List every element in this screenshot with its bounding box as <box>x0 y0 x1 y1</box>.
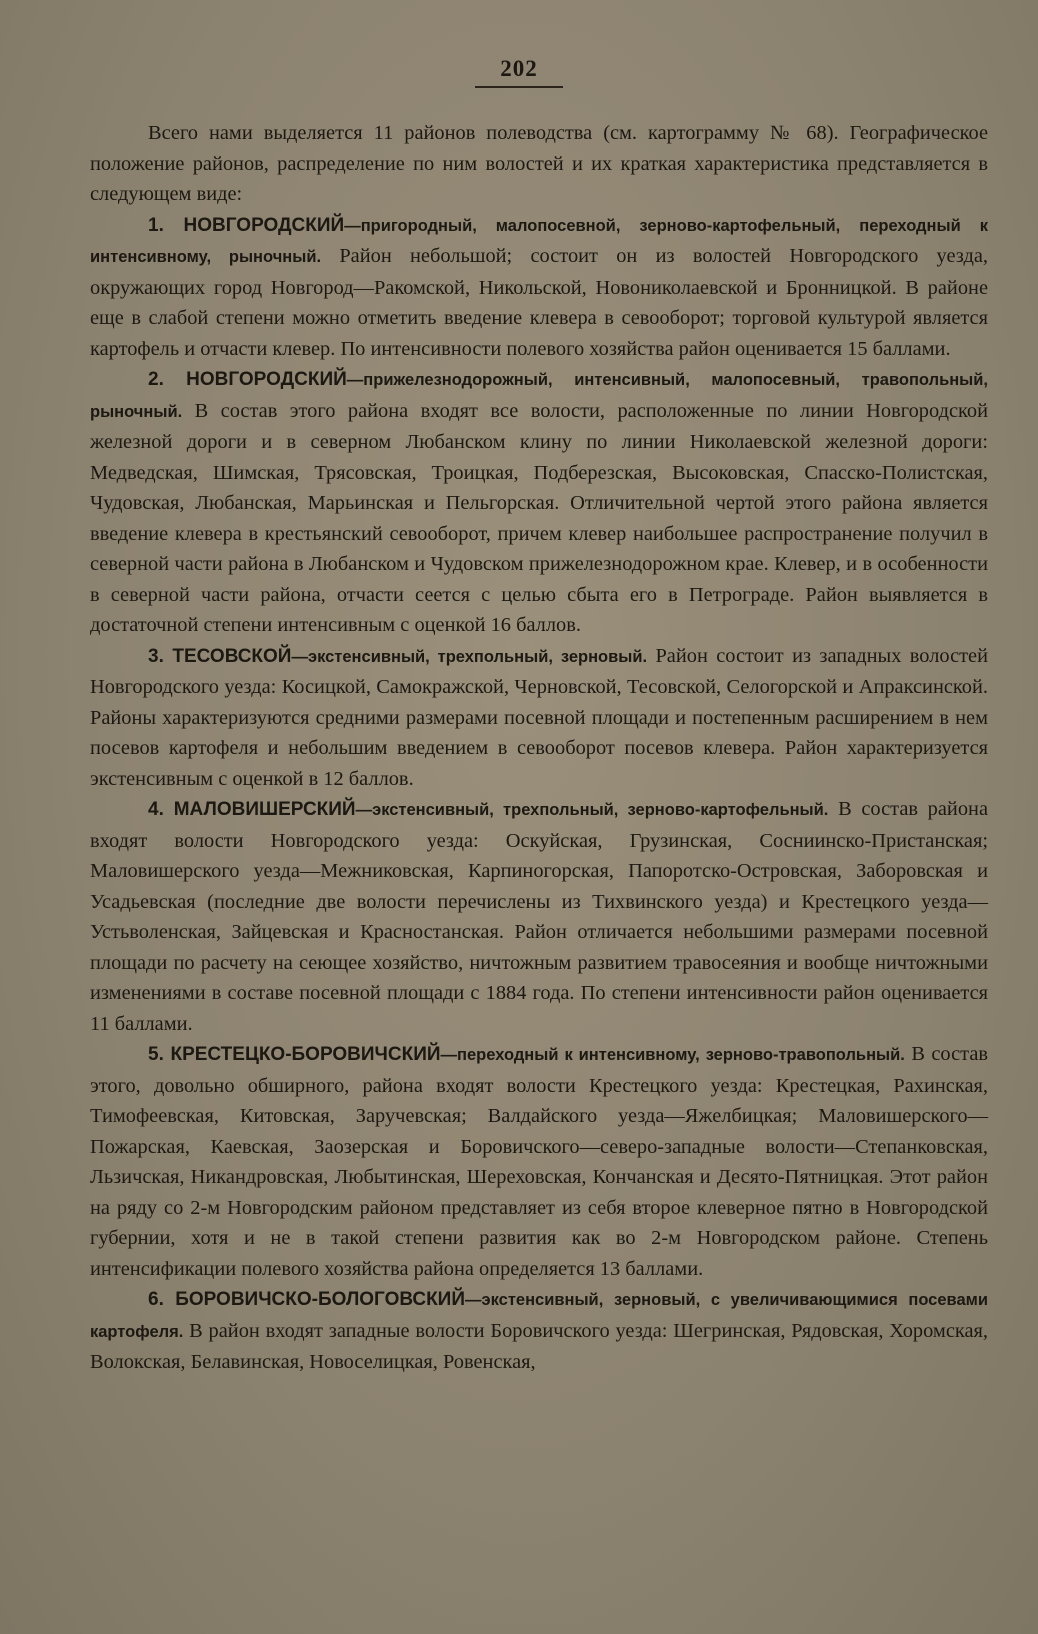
district-description: —экстенсивный, трехпольный, зерново-картофельный. <box>355 801 829 819</box>
district-paragraph-1 <box>90 210 988 365</box>
district-description: —пригородный, малопосевной, зерново-картофельный, переходный к интенсивному, рыночный. <box>90 216 988 266</box>
district-heading: 5. КРЕСТЕЦКО-БОРОВИЧСКИЙ <box>148 1044 441 1065</box>
district-body: В район входят западные волости Боровичского уезда: Шегринская, Рядовская, Хоромская, Волокская, Белавинская, Новоселицкая, Ровенская, <box>90 1319 988 1373</box>
district-paragraph-6 <box>90 1284 988 1378</box>
district-description: —переходный к интенсивному, зерново-травопольный. <box>440 1046 905 1064</box>
district-description: —экстенсивный, трехпольный, зерновый. <box>291 647 648 666</box>
district-paragraph-4 <box>90 794 988 1039</box>
district-heading: 4. МАЛОВИШЕРСКИЙ <box>148 799 356 820</box>
district-paragraph-2 <box>90 364 988 641</box>
district-heading: 3. ТЕСОВСКОЙ <box>148 645 292 667</box>
district-body: В состав района входят волости Новгородского уезда: Оскуйская, Грузинская, Сосниинско-Пристанская; Маловишерского уезда—Межниковская, Карпиногорская, Папоротско-Островская, Заборовская и Усадьевская (последние две волости перечислены из Тихвинского уезда) и Крестецкого уезда—Устьволенская, Зайцевская и Красностанская. Район отличается небольшими размерами посевной площади по расчету на сеющее хозяйство, ничтожным развитием травосеяния и вообще ничтожными изменениями в составе посевной площади с 1884 года. По степени интенсивности район оценивается 11 баллами. <box>90 798 988 1035</box>
district-heading: 6. БОРОВИЧСКО-БОЛОГОВСКИЙ <box>148 1289 465 1310</box>
district-description: —экстенсивный, зерновый, с увеличивающимися посевами картофеля. <box>90 1291 988 1341</box>
district-body: Район небольшой; состоит он из волостей Новгородского уезда, окружающих город Новгород—Ракомской, Никольской, Новониколаевской и Бронницкой. В районе еще в слабой степени можно отметить введение клевера в севооборот; торговой культурой является картофель и отчасти клевер. По интенсивности полевого хозяйства район оценивается 15 баллами. <box>90 245 988 360</box>
district-body: Район состоит из западных волостей Новгородского уезда: Косицкой, Самокражской, Черновской, Тесовской, Селогорской и Апраксинской. Районы характеризуются средними размерами посевной площади и постепенным расширением в нем посевов картофеля и небольшим введением в севооборот посевов клевера. Район характеризуется экстенсивным с оценкой в 12 баллов. <box>90 644 988 790</box>
district-paragraph-3 <box>90 641 988 795</box>
district-body: В состав этого района входят все волости, расположенные по линии Новгородской железной дороги и в северном Любанском клину по линии Николаевской железной дороги: Медведская, Шимская, Трясовская, Троицкая, Подберезская, Высоковская, Спасско-Полистская, Чудовская, Любанская, Марьинская и Пельгорская. Отличительной чертой этого района является введение клевера в крестьянский севооборот, причем клевер наибольшее распространение получил в северной части района в Любанском и Чудовском прижелезнодорожном крае. Клевер, и в особенности в северной части района, отчасти сеется с целью сбыта его в Петрограде. Район выявляется в достаточной степени интенсивным с оценкой 16 баллов. <box>90 399 988 636</box>
intro-paragraph: Всего нами выделяется 11 районов полеводства (см. картограмму № 68). Географическое положение районов, распределение по ним волостей и их краткая характеристика представляется в следующем виде: <box>90 122 988 205</box>
district-heading: 1. НОВГОРОДСКИЙ <box>148 214 345 236</box>
body-text <box>90 118 988 1378</box>
district-body: В состав этого, довольно обширного, района входят волости Крестецкого уезда: Крестецкая, Рахинская, Тимофеевская, Китовская, Заручевская; Валдайского уезда—Яжелбицкая; Маловишерского—Пожарская, Каевская, Заозерская и Боровичского—северо-западные волости—Степанковская, Льзичская, Никандровская, Любытинская, Шереховская, Кончанская и Десято-Пятницкая. Этот район на ряду со 2-м Новгородским районом представляет из себя второе клеверное пятно в Новгородской губернии, хотя и не в такой степени развития как во 2-м Новгородском районе. Степень интенсификации полевого хозяйства района определяется 13 баллами. <box>90 1043 989 1280</box>
page-number: 202 <box>500 56 538 81</box>
page-number-rule <box>475 86 563 88</box>
district-paragraph-5 <box>90 1039 988 1284</box>
district-description: —прижелезнодорожный, интенсивный, малопосевный, травопольный, рыночный. <box>90 371 989 421</box>
district-heading: 2. НОВГОРОДСКИЙ <box>148 369 347 390</box>
